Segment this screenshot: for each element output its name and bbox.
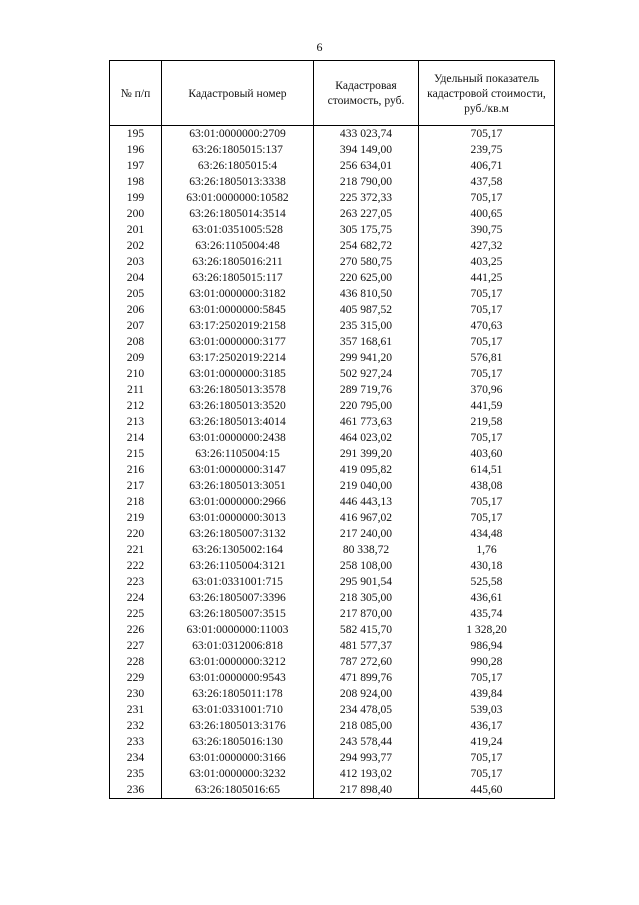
specific-indicator: 705,17 [419,126,555,143]
table-row [110,158,555,174]
cadastral-number: 63:26:1805015:137 [162,142,314,158]
row-number: 206 [110,302,162,318]
cadastral-cost: 270 580,75 [314,254,419,270]
specific-indicator: 705,17 [419,494,555,510]
specific-indicator: 441,25 [419,270,555,286]
specific-indicator: 705,17 [419,750,555,766]
cadastral-number: 63:26:1105004:48 [162,238,314,254]
specific-indicator: 445,60 [419,782,555,799]
specific-indicator: 419,24 [419,734,555,750]
row-number: 235 [110,766,162,782]
cadastral-number: 63:01:0000000:2966 [162,494,314,510]
row-number: 230 [110,686,162,702]
specific-indicator: 435,74 [419,606,555,622]
table-row [110,718,555,734]
specific-indicator: 441,59 [419,398,555,414]
table-row [110,734,555,750]
row-number: 217 [110,478,162,494]
cadastral-cost: 433 023,74 [314,126,419,143]
table-body [110,126,555,799]
table-row [110,366,555,382]
cadastral-cost: 299 941,20 [314,350,419,366]
specific-indicator: 406,71 [419,158,555,174]
row-number: 203 [110,254,162,270]
cadastral-cost: 481 577,37 [314,638,419,654]
row-number: 219 [110,510,162,526]
specific-indicator: 1 328,20 [419,622,555,638]
row-number: 228 [110,654,162,670]
cadastral-cost: 263 227,05 [314,206,419,222]
row-number: 231 [110,702,162,718]
row-number: 205 [110,286,162,302]
cadastral-number: 63:26:1305002:164 [162,542,314,558]
table-row [110,334,555,350]
cadastral-number: 63:17:2502019:2214 [162,350,314,366]
cadastral-cost: 464 023,02 [314,430,419,446]
row-number: 207 [110,318,162,334]
specific-indicator: 436,17 [419,718,555,734]
table-row [110,542,555,558]
row-number: 208 [110,334,162,350]
table-row [110,190,555,206]
specific-indicator: 705,17 [419,766,555,782]
cadastral-number: 63:26:1805016:211 [162,254,314,270]
table-row [110,254,555,270]
cadastral-number: 63:26:1805013:4014 [162,414,314,430]
specific-indicator: 434,48 [419,526,555,542]
cadastral-number: 63:01:0000000:2709 [162,126,314,143]
cadastral-cost: 217 898,40 [314,782,419,799]
cadastral-cost: 582 415,70 [314,622,419,638]
cadastral-number: 63:01:0000000:3147 [162,462,314,478]
cadastral-cost: 256 634,01 [314,158,419,174]
table-row [110,766,555,782]
table-row [110,398,555,414]
cadastral-number: 63:26:1805007:3132 [162,526,314,542]
cadastral-cost: 305 175,75 [314,222,419,238]
row-number: 222 [110,558,162,574]
cadastral-number: 63:26:1805007:3396 [162,590,314,606]
table-row [110,462,555,478]
row-number: 218 [110,494,162,510]
table-row [110,590,555,606]
specific-indicator: 576,81 [419,350,555,366]
cadastral-cost: 225 372,33 [314,190,419,206]
cadastral-number: 63:01:0000000:10582 [162,190,314,206]
table-row [110,526,555,542]
row-number: 227 [110,638,162,654]
table-row [110,558,555,574]
cadastral-cost: 234 478,05 [314,702,419,718]
cadastral-cost: 289 719,76 [314,382,419,398]
table-row [110,478,555,494]
row-number: 215 [110,446,162,462]
cadastral-cost: 412 193,02 [314,766,419,782]
table-row [110,206,555,222]
cadastral-number: 63:01:0000000:3166 [162,750,314,766]
specific-indicator: 705,17 [419,286,555,302]
cadastral-cost: 787 272,60 [314,654,419,670]
cadastral-cost: 405 987,52 [314,302,419,318]
cadastral-cost: 357 168,61 [314,334,419,350]
specific-indicator: 239,75 [419,142,555,158]
cadastral-cost: 208 924,00 [314,686,419,702]
cadastral-cost: 416 967,02 [314,510,419,526]
header-cadastral-number: Кадастровый номер [162,61,314,126]
row-number: 234 [110,750,162,766]
table-row [110,654,555,670]
cadastral-cost: 235 315,00 [314,318,419,334]
row-number: 196 [110,142,162,158]
cadastral-cost: 217 240,00 [314,526,419,542]
row-number: 212 [110,398,162,414]
row-number: 209 [110,350,162,366]
cadastral-number: 63:01:0000000:5845 [162,302,314,318]
cadastral-cost: 218 085,00 [314,718,419,734]
header-num: № п/п [110,61,162,126]
table-row [110,446,555,462]
row-number: 199 [110,190,162,206]
row-number: 211 [110,382,162,398]
cadastral-cost: 461 773,63 [314,414,419,430]
row-number: 213 [110,414,162,430]
cadastral-cost: 218 305,00 [314,590,419,606]
specific-indicator: 400,65 [419,206,555,222]
specific-indicator: 990,28 [419,654,555,670]
table-row [110,142,555,158]
specific-indicator: 370,96 [419,382,555,398]
cadastral-number: 63:01:0000000:3185 [162,366,314,382]
cadastral-number: 63:26:1805013:3051 [162,478,314,494]
cadastral-cost: 220 795,00 [314,398,419,414]
specific-indicator: 705,17 [419,430,555,446]
cadastral-cost: 243 578,44 [314,734,419,750]
table-row [110,638,555,654]
cadastral-cost: 446 443,13 [314,494,419,510]
specific-indicator: 470,63 [419,318,555,334]
cadastral-cost: 258 108,00 [314,558,419,574]
specific-indicator: 705,17 [419,334,555,350]
cadastral-number: 63:01:0331001:715 [162,574,314,590]
header-cadastral-cost: Кадастровая стоимость, руб. [314,61,419,126]
specific-indicator: 705,17 [419,190,555,206]
table-row [110,510,555,526]
cadastral-cost: 295 901,54 [314,574,419,590]
cadastral-number: 63:26:1105004:3121 [162,558,314,574]
cadastral-number: 63:01:0351005:528 [162,222,314,238]
table-row [110,222,555,238]
table-row [110,238,555,254]
cadastral-number: 63:01:0000000:9543 [162,670,314,686]
cadastral-table [109,60,555,799]
table-row [110,686,555,702]
cadastral-cost: 394 149,00 [314,142,419,158]
cadastral-cost: 294 993,77 [314,750,419,766]
cadastral-number: 63:26:1805013:3338 [162,174,314,190]
table-row [110,430,555,446]
row-number: 214 [110,430,162,446]
specific-indicator: 986,94 [419,638,555,654]
cadastral-number: 63:26:1805013:3578 [162,382,314,398]
table-row [110,750,555,766]
table-row [110,174,555,190]
cadastral-number: 63:01:0000000:3013 [162,510,314,526]
specific-indicator: 403,25 [419,254,555,270]
table-row [110,286,555,302]
specific-indicator: 430,18 [419,558,555,574]
specific-indicator: 436,61 [419,590,555,606]
cadastral-number: 63:26:1805016:130 [162,734,314,750]
specific-indicator: 390,75 [419,222,555,238]
row-number: 198 [110,174,162,190]
cadastral-cost: 419 095,82 [314,462,419,478]
cadastral-number: 63:26:1805015:4 [162,158,314,174]
cadastral-cost: 220 625,00 [314,270,419,286]
row-number: 221 [110,542,162,558]
table-row [110,670,555,686]
cadastral-number: 63:01:0000000:3177 [162,334,314,350]
specific-indicator: 614,51 [419,462,555,478]
specific-indicator: 439,84 [419,686,555,702]
cadastral-cost: 436 810,50 [314,286,419,302]
table-row [110,350,555,366]
row-number: 232 [110,718,162,734]
specific-indicator: 525,58 [419,574,555,590]
specific-indicator: 705,17 [419,302,555,318]
table-row [110,270,555,286]
cadastral-number: 63:26:1805014:3514 [162,206,314,222]
table-row [110,606,555,622]
cadastral-number: 63:01:0000000:11003 [162,622,314,638]
row-number: 202 [110,238,162,254]
cadastral-cost: 217 870,00 [314,606,419,622]
cadastral-cost: 218 790,00 [314,174,419,190]
specific-indicator: 539,03 [419,702,555,718]
row-number: 224 [110,590,162,606]
cadastral-number: 63:26:1805013:3176 [162,718,314,734]
table-row [110,302,555,318]
header-specific-indicator: Удельный показатель кадастровой стоимости, руб./кв.м [419,61,555,126]
cadastral-cost: 502 927,24 [314,366,419,382]
row-number: 210 [110,366,162,382]
row-number: 226 [110,622,162,638]
specific-indicator: 427,32 [419,238,555,254]
table-header-row [110,61,555,126]
row-number: 220 [110,526,162,542]
table-row [110,414,555,430]
cadastral-cost: 254 682,72 [314,238,419,254]
row-number: 225 [110,606,162,622]
specific-indicator: 705,17 [419,670,555,686]
row-number: 223 [110,574,162,590]
row-number: 200 [110,206,162,222]
table-row [110,318,555,334]
table-row [110,702,555,718]
cadastral-number: 63:01:0312006:818 [162,638,314,654]
cadastral-number: 63:01:0331001:710 [162,702,314,718]
cadastral-number: 63:26:1105004:15 [162,446,314,462]
table-row [110,494,555,510]
table-row [110,782,555,799]
specific-indicator: 705,17 [419,510,555,526]
cadastral-cost: 291 399,20 [314,446,419,462]
specific-indicator: 437,58 [419,174,555,190]
specific-indicator: 403,60 [419,446,555,462]
row-number: 201 [110,222,162,238]
cadastral-number: 63:26:1805011:178 [162,686,314,702]
row-number: 229 [110,670,162,686]
row-number: 236 [110,782,162,799]
cadastral-cost: 219 040,00 [314,478,419,494]
row-number: 195 [110,126,162,143]
cadastral-number: 63:01:0000000:3182 [162,286,314,302]
cadastral-number: 63:01:0000000:2438 [162,430,314,446]
table-row [110,382,555,398]
row-number: 204 [110,270,162,286]
row-number: 197 [110,158,162,174]
cadastral-number: 63:17:2502019:2158 [162,318,314,334]
specific-indicator: 1,76 [419,542,555,558]
cadastral-number: 63:01:0000000:3212 [162,654,314,670]
specific-indicator: 705,17 [419,366,555,382]
table-row [110,574,555,590]
cadastral-number: 63:26:1805013:3520 [162,398,314,414]
cadastral-cost: 80 338,72 [314,542,419,558]
table-row [110,126,555,143]
table-row [110,622,555,638]
row-number: 216 [110,462,162,478]
cadastral-number: 63:26:1805007:3515 [162,606,314,622]
cadastral-number: 63:01:0000000:3232 [162,766,314,782]
cadastral-number: 63:26:1805016:65 [162,782,314,799]
specific-indicator: 219,58 [419,414,555,430]
cadastral-number: 63:26:1805015:117 [162,270,314,286]
page-number: 6 [316,40,323,54]
row-number: 233 [110,734,162,750]
cadastral-cost: 471 899,76 [314,670,419,686]
specific-indicator: 438,08 [419,478,555,494]
